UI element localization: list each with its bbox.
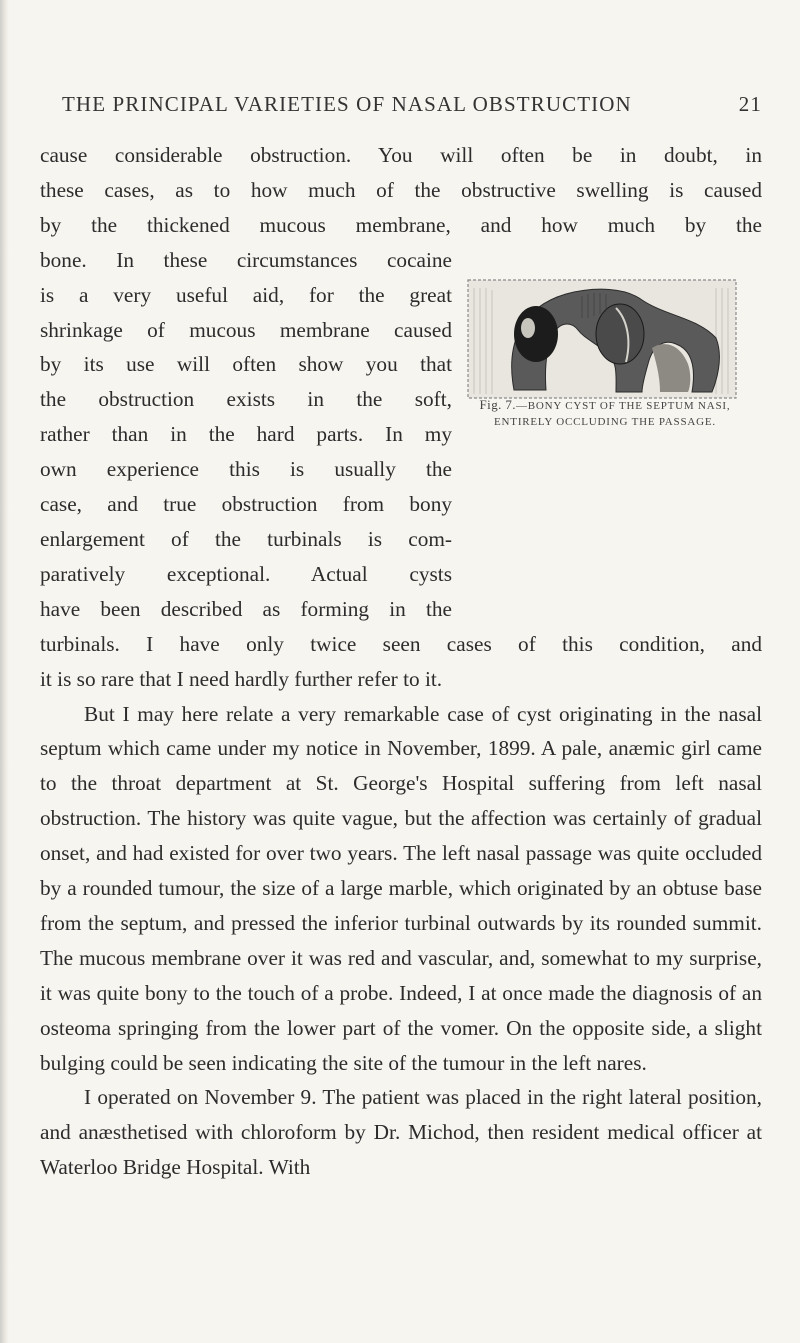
page-number: 21 — [738, 92, 762, 116]
narrow-line — [40, 557, 452, 592]
running-title: THE PRINCIPAL VARIETIES OF NASAL OBSTRUCTION — [62, 92, 632, 116]
narrow-line — [40, 522, 452, 557]
full-width-line — [40, 208, 762, 243]
paragraph-operation: I operated on November 9. The patient was placed in the right lateral position, and anæsthetised with chloroform by Dr. Michod, then resident medical officer at Waterloo Bridge Hospital. With — [40, 1085, 762, 1180]
text-line: these cases, as to how much of the obstructive swelling is caused — [40, 177, 762, 202]
paragraph-cyst-case: But I may here relate a very remarkable case of cyst originating in the nasal septum which came under my notice in November, 1899. A pale, anæmic girl came to the throat department at St. George's Hospital suffering from left nasal obstruction. The history was quite vague, but the affection was certainly of gradual onset, and had existed for over two years. The left nasal passage was quite occluded by a rounded tumour, the size of a large marble, which originated by an obtuse base from the septum, and pressed the inferior turbinal outwards by its rounded summit. The mucous membrane over it was red and vascular, and, somewhat to my surprise, it was quite bony to the touch of a probe. Indeed, I at once made the diagnosis of an osteoma springing from the lower part of the vomer. On the opposite side, a slight bulging could be seen indicating the site of the tumour in the left nares. — [40, 701, 762, 1075]
full-width-line — [40, 662, 762, 697]
narrow-line — [40, 592, 452, 627]
full-width-line — [40, 138, 762, 173]
text-line: paratively exceptional. Actual cysts — [40, 561, 452, 586]
full-width-line — [40, 173, 762, 208]
running-header — [62, 92, 762, 117]
narrow-line — [40, 487, 452, 522]
narrow-line — [40, 382, 452, 417]
page-binding-edge — [0, 0, 9, 1343]
text-line: own experience this is usually the — [40, 457, 452, 482]
text-line: cause considerable obstruction. You will often be in doubt, in — [40, 143, 762, 167]
figure-label: Fig. 7. — [479, 397, 516, 412]
text-line: turbinals. I have only twice seen cases of this condition, and — [40, 631, 762, 656]
text-line: enlargement of the turbinals is com- — [40, 526, 452, 551]
text-line: shrinkage of mucous membrane caused — [40, 317, 452, 342]
text-line: the obstruction exists in the soft, — [40, 387, 452, 412]
text-line: by its use will often show you that — [40, 352, 452, 377]
narrow-line — [40, 243, 452, 278]
narrow-line — [40, 313, 452, 348]
text-line: by the thickened mucous membrane, and how much by the — [40, 212, 762, 237]
text-line: it is so rare that I need hardly further refer to it. — [40, 666, 443, 691]
narrow-line — [40, 347, 452, 382]
narrow-line — [40, 452, 452, 487]
text-line: bone. In these circumstances cocaine — [40, 247, 452, 272]
text-line: case, and true obstruction from bony — [40, 492, 452, 517]
text-line: is a very useful aid, for the great — [40, 282, 452, 307]
text-line: have been described as forming in the — [40, 596, 452, 621]
body-text — [40, 138, 762, 1185]
narrow-line — [40, 278, 452, 313]
figure-caption-text: —BONY CYST OF THE SEPTUM NASI, ENTIRELY OCCLUDING THE PASSAGE. — [494, 400, 731, 428]
full-width-line — [40, 627, 762, 662]
text-line: rather than in the hard parts. In my — [40, 422, 452, 447]
narrow-line — [40, 417, 452, 452]
